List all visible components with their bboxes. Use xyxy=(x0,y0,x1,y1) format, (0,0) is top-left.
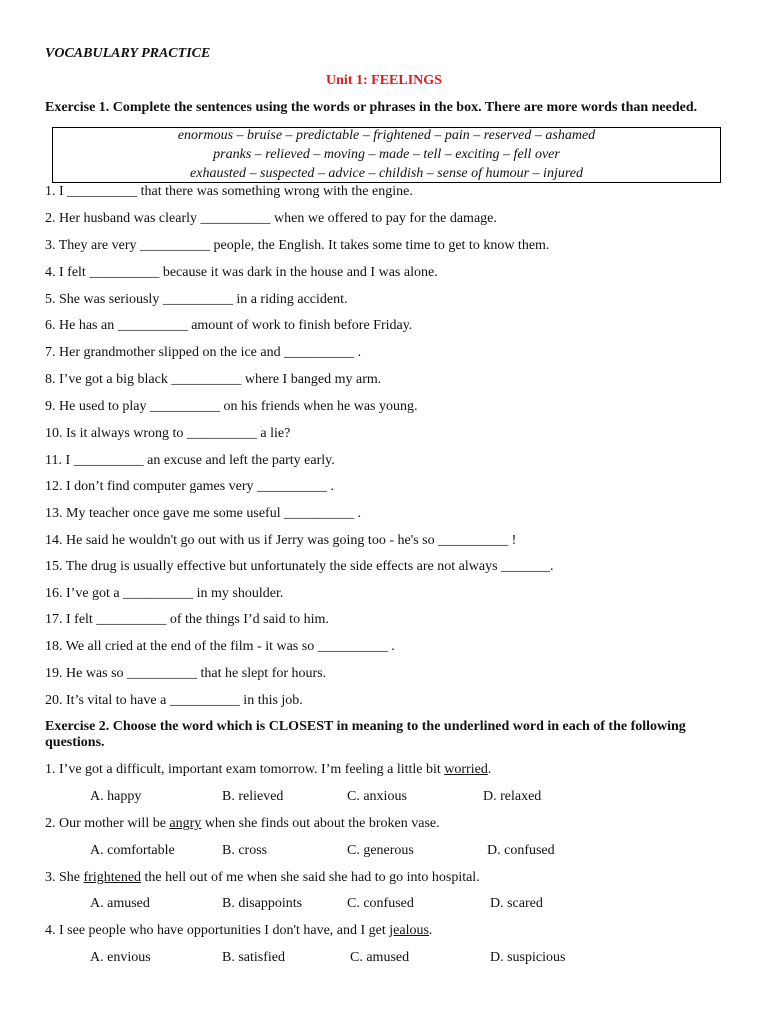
answer-option: B. cross xyxy=(222,843,268,858)
unit-title: Unit 1: FEELINGS xyxy=(326,73,442,88)
exercise1-question: 12. I don’t find computer games very __________ . xyxy=(45,479,335,494)
answer-option: B. satisfied xyxy=(222,950,285,965)
document-title: VOCABULARY PRACTICE xyxy=(45,46,211,61)
underlined-word: frightened xyxy=(83,870,142,885)
question-text: 1. I’ve got a difficult, important exam tomorrow. I’m feeling a little bit xyxy=(45,762,445,777)
answer-option: C. anxious xyxy=(347,789,407,804)
exercise2-heading: Exercise 2. Choose the word which is CLOSEST in meaning to the underlined word in each of the following xyxy=(45,719,686,734)
question-text: the hell out of me when she said she had to go into hospital. xyxy=(141,870,480,885)
underlined-word: worried xyxy=(444,762,488,777)
exercise1-question: 15. The drug is usually effective but unfortunately the side effects are not always _______. xyxy=(45,559,554,574)
exercise1-question: 2. Her husband was clearly __________ when we offered to pay for the damage. xyxy=(45,211,497,226)
answer-option: C. generous xyxy=(347,843,414,858)
word-box-line: exhausted – suspected – advice – childish – sense of humour – injured xyxy=(190,166,583,181)
exercise1-question: 16. I’ve got a __________ in my shoulder. xyxy=(45,586,284,601)
answer-option: A. comfortable xyxy=(90,843,175,858)
exercise2-question xyxy=(45,870,480,886)
exercise1-question: 17. I felt __________ of the things I’d said to him. xyxy=(45,612,329,627)
exercise1-question: 7. Her grandmother slipped on the ice and __________ . xyxy=(45,345,362,360)
word-box-line: enormous – bruise – predictable – frightened – pain – reserved – ashamed xyxy=(177,128,596,143)
question-text: 3. She xyxy=(45,870,84,885)
answer-option: A. happy xyxy=(90,789,142,804)
exercise1-question: 13. My teacher once gave me some useful __________ . xyxy=(45,506,362,521)
exercise1-question: 1. I __________ that there was something wrong with the engine. xyxy=(45,184,413,199)
exercise2-question xyxy=(45,816,440,832)
underlined-word: angry xyxy=(169,816,202,831)
question-text: . xyxy=(428,923,433,938)
answer-option: D. relaxed xyxy=(483,789,542,804)
exercise1-question: 5. She was seriously __________ in a riding accident. xyxy=(45,292,348,307)
exercise1-question: 9. He used to play __________ on his friends when he was young. xyxy=(45,399,418,414)
question-text: 2. Our mother will be xyxy=(45,816,170,831)
question-text: . xyxy=(487,762,492,777)
exercise1-heading: Exercise 1. Complete the sentences using the words or phrases in the box. There are more words than needed. xyxy=(45,100,698,115)
question-text: when she finds out about the broken vase. xyxy=(201,816,440,831)
exercise1-question: 10. Is it always wrong to __________ a lie? xyxy=(45,426,291,441)
exercise1-question: 19. He was so __________ that he slept for hours. xyxy=(45,666,327,681)
exercise1-question: 3. They are very __________ people, the English. It takes some time to get to know them. xyxy=(45,238,550,253)
answer-option: C. amused xyxy=(350,950,410,965)
exercise2-question xyxy=(45,762,491,778)
answer-option: B. disappoints xyxy=(222,896,303,911)
answer-option: A. envious xyxy=(90,950,151,965)
exercise1-question: 8. I’ve got a big black __________ where I banged my arm. xyxy=(45,372,382,387)
exercise1-question: 4. I felt __________ because it was dark in the house and I was alone. xyxy=(45,265,438,280)
exercise1-question: 6. He has an __________ amount of work to finish before Friday. xyxy=(45,318,413,333)
question-text: 4. I see people who have opportunities I don't have, and I get xyxy=(45,923,390,938)
word-box xyxy=(52,127,721,183)
underlined-word: jealous xyxy=(389,923,429,938)
exercise1-question: 20. It’s vital to have a __________ in this job. xyxy=(45,693,303,708)
answer-option: D. scared xyxy=(490,896,543,911)
exercise1-question: 11. I __________ an excuse and left the party early. xyxy=(45,453,335,468)
word-box-line: pranks – relieved – moving – made – tell – exciting – fell over xyxy=(213,147,560,162)
answer-option: B. relieved xyxy=(222,789,284,804)
exercise2-question xyxy=(45,923,432,939)
answer-option: C. confused xyxy=(347,896,414,911)
exercise1-question: 18. We all cried at the end of the film - it was so __________ . xyxy=(45,639,395,654)
answer-option: D. confused xyxy=(487,843,555,858)
answer-option: A. amused xyxy=(90,896,150,911)
exercise1-question: 14. He said he wouldn't go out with us if Jerry was going too - he's so __________ ! xyxy=(45,533,517,548)
exercise2-heading-cont: questions. xyxy=(45,735,105,750)
answer-option: D. suspicious xyxy=(490,950,566,965)
